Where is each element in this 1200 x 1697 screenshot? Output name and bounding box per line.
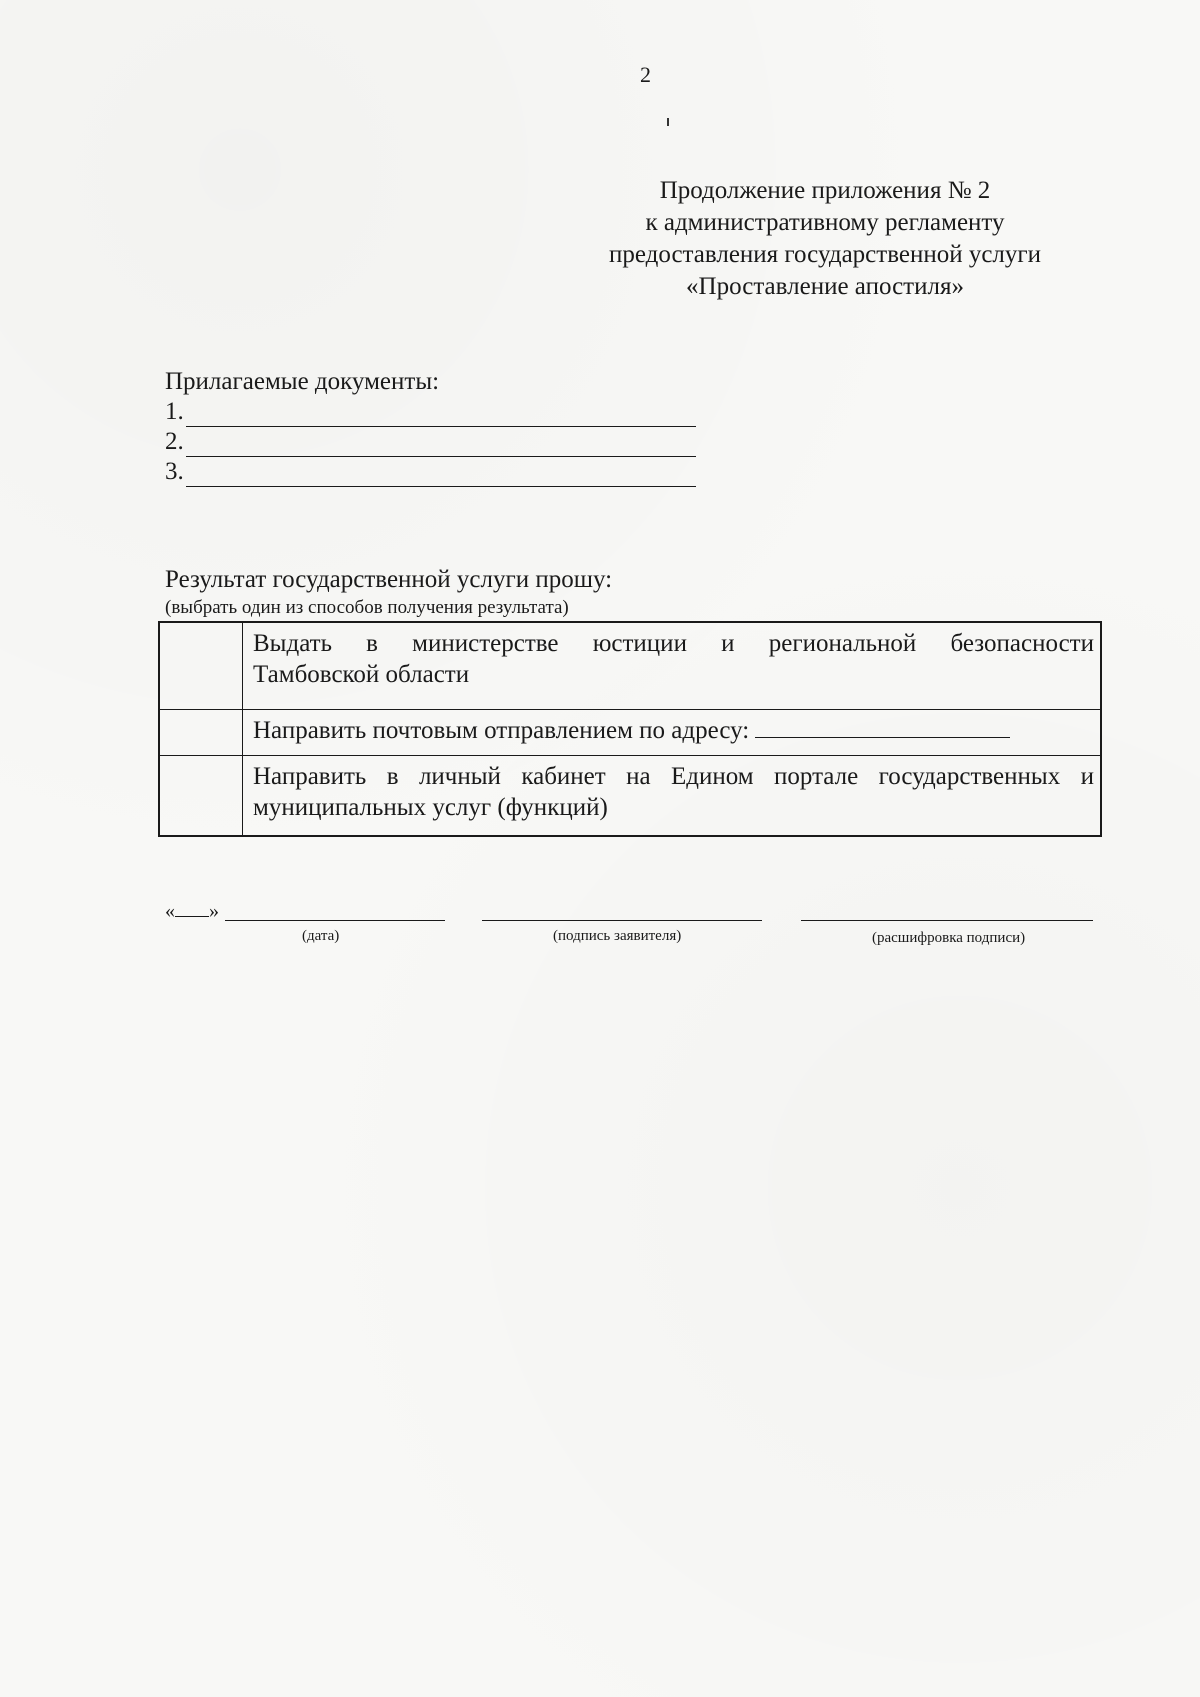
appendix-header: [560, 175, 1090, 303]
item-number: 2.: [165, 428, 184, 455]
signature-decode-field[interactable]: [801, 920, 1093, 921]
option-checkbox-cell[interactable]: [159, 622, 243, 710]
option-text: [243, 756, 1102, 837]
page-number: 2: [640, 62, 651, 87]
option-text: [243, 710, 1102, 756]
attached-document-field[interactable]: [186, 432, 696, 457]
header-line: «Проставление апостиля»: [686, 273, 964, 300]
result-options-table: [158, 621, 1102, 837]
header-line: предоставления государственной услуги: [608, 241, 1042, 268]
attached-document-item: [165, 397, 696, 427]
attached-document-item: [165, 457, 696, 487]
result-hint: (выбрать один из способов получения результата): [165, 597, 569, 618]
date-day-field[interactable]: [165, 898, 219, 923]
attached-document-item: [165, 427, 696, 457]
signature-caption: (подпись заявителя): [553, 928, 682, 944]
scan-mark: [667, 118, 669, 126]
signature-field[interactable]: [482, 920, 762, 921]
open-quote: «: [165, 900, 175, 922]
option-checkbox-cell[interactable]: [159, 756, 243, 837]
close-quote: »: [209, 900, 219, 922]
table-row: [159, 710, 1101, 756]
header-line: Продолжение приложения № 2: [659, 177, 991, 204]
attached-document-field[interactable]: [186, 462, 696, 487]
item-number: 1.: [165, 398, 184, 425]
table-row: [159, 622, 1101, 710]
option-checkbox-cell[interactable]: [159, 710, 243, 756]
address-field[interactable]: [755, 715, 1010, 738]
day-blank[interactable]: [175, 898, 209, 917]
date-caption: (дата): [302, 928, 340, 944]
signature-block: [165, 898, 1095, 948]
result-title: Результат государственной услуги прошу:: [165, 566, 613, 593]
attached-documents: [165, 367, 696, 487]
option-line: Направить почтовым отправлением по адресу:: [253, 717, 750, 744]
option-line: Тамбовской области: [253, 661, 470, 688]
option-text: [243, 622, 1102, 710]
header-line: к административному регламенту: [645, 209, 1005, 236]
date-field[interactable]: [225, 920, 445, 921]
item-number: 3.: [165, 458, 184, 485]
decode-caption: (расшифровка подписи): [872, 930, 1026, 946]
option-line: Выдать в министерстве юстиции и региональной безопасности: [253, 630, 1094, 657]
option-line: муниципальных услуг (функций): [253, 794, 608, 821]
attached-document-field[interactable]: [186, 402, 696, 427]
option-line: Направить в личный кабинет на Едином портале государственных и: [253, 763, 1094, 790]
attached-documents-title: Прилагаемые документы:: [165, 368, 440, 395]
table-row: [159, 756, 1101, 837]
